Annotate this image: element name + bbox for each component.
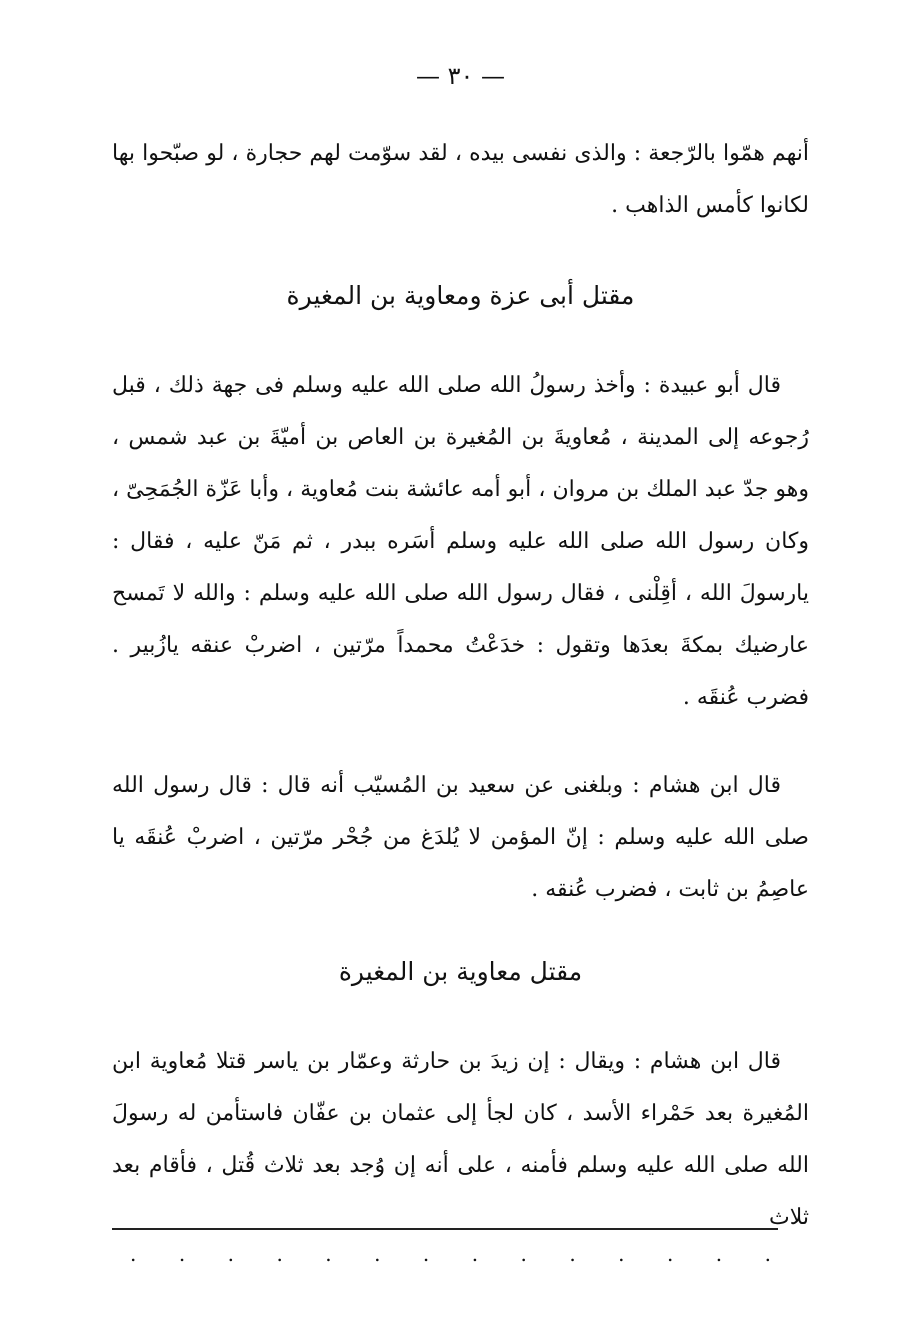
footer-dot: .: [715, 1242, 723, 1266]
footer-dot: .: [276, 1242, 283, 1266]
footer-dot: .: [569, 1242, 576, 1266]
footer-dot: .: [178, 1242, 186, 1266]
footer-dot: .: [130, 1242, 137, 1266]
footer-dot: .: [471, 1242, 479, 1266]
footer-dot: .: [374, 1242, 381, 1266]
paragraph-continuation: أنهم همّوا بالرّجعة : والذى نفسى بيده ، لقد سوّمت لهم حجارة ، لو صبّحوا بها لكانوا كأمس الذاهب .: [112, 141, 809, 218]
paragraph-ibn-hisham-2: قال ابن هشام : ويقال : إن زيدَ بن حارثة وعمّار بن ياسر قتلا مُعاوية ابن المُغيرة بعد حَمْراء الأسد ، كان لجأ إلى عثمان بن عفّان فاستأمن له رسولَ الله صلى الله عليه وسلم فأمنه ، على أنه إن وُجد بعد ثلاث قُتل ، فأقام بعد ثلاث: [112, 1049, 809, 1230]
footer-dot: .: [325, 1242, 332, 1266]
paragraph-abu-ubayda: قال أبو عبيدة : وأخذ رسولُ الله صلى الله عليه وسلم فى جهة ذلك ، قبل رُجوعه إلى المدينة ، مُعاويةَ بن المُغيرة بن العاص بن أميّةَ بن عبد شمس ، وهو جدّ عبد الملك بن مروان ، أبو أمه عائشة بنت مُعاوية ، وأبا عَزّة الجُمَحِىّ ، وكان رسول الله صلى الله عليه وسلم أسَره ببدر ، ثم مَنّ عليه ، فقال : يارسولَ الله ، أقِلْنى ، فقال رسول الله صلى الله عليه وسلم : والله لا تَمسح عارضيك بمكةَ بعدَها وتقول : خدَعْتُ محمداً مرّتين ، اضربْ عنقه يازُبير . فضرب عُنقَه .: [112, 373, 809, 710]
footer-dot: .: [764, 1242, 771, 1266]
footer-dot: .: [422, 1242, 430, 1266]
footer-dot: .: [666, 1242, 674, 1266]
paragraph-ibn-hisham-1: قال ابن هشام : وبلغنى عن سعيد بن المُسيّب أنه قال : قال رسول الله صلى الله عليه وسلم : إنّ المؤمن لا يُلدَغ من جُحْر مرّتين ، اضربْ عُنقَه يا عاصِمُ بن ثابت ، فضرب عُنقه .: [112, 773, 809, 902]
footer-dot: .: [618, 1242, 625, 1266]
footer-dot: .: [227, 1242, 234, 1266]
footer-rule: [112, 1228, 778, 1230]
footer-dot: .: [520, 1242, 527, 1266]
footer-dots: [130, 1244, 771, 1264]
section-title-abu-azza: مقتل أبى عزة ومعاوية بن المغيرة: [286, 281, 635, 310]
section-title-muawiya: مقتل معاوية بن المغيرة: [338, 957, 583, 986]
page-number: — ٣٠ —: [415, 62, 506, 90]
